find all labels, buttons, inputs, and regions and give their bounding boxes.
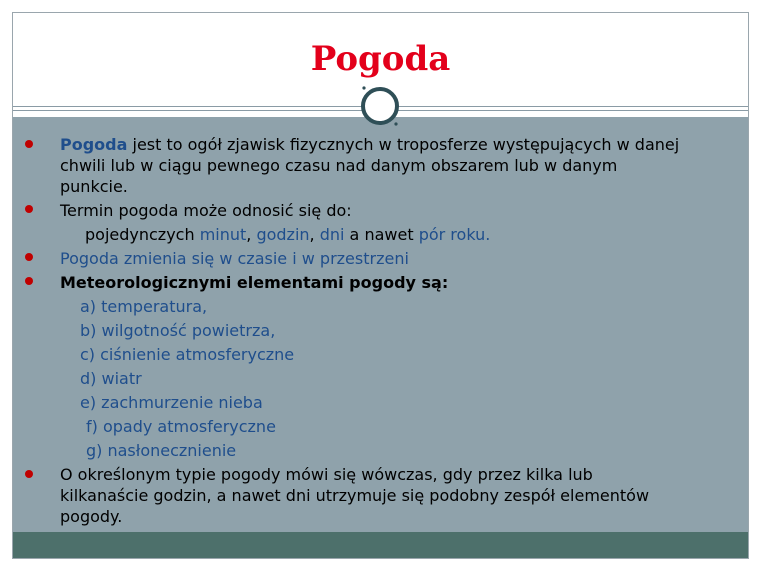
footer-bar (13, 532, 748, 558)
circle-ornament-icon (359, 85, 401, 127)
element-item: c) ciśnienie atmosferyczne (80, 345, 295, 364)
time-scales-mid: a nawet (344, 225, 419, 244)
bullet-icon (25, 253, 33, 261)
comma: , (309, 225, 320, 244)
definition-line-3: punkcie. (60, 177, 128, 196)
weather-type-line-3: pogody. (60, 507, 123, 526)
bullet-icon (25, 205, 33, 213)
term-pogoda: Pogoda (60, 135, 128, 154)
bullet-icon (25, 277, 33, 285)
element-item: d) wiatr (80, 369, 142, 388)
bullet-icon (25, 140, 33, 148)
time-scales-prefix: pojedynczych (85, 225, 200, 244)
word-por-roku: pór roku. (418, 225, 491, 244)
definition-text: jest to ogół zjawisk fizycznych w troposferze występujących w danej (127, 135, 680, 154)
slide-title: Pogoda (310, 39, 451, 79)
element-item: a) temperatura, (80, 297, 208, 316)
element-item: f) opady atmosferyczne (86, 417, 276, 436)
word-godzin: godzin (256, 225, 310, 244)
weather-type-line-1: O określonym typie pogody mówi się wówczas, gdy przez kilka lub (60, 465, 593, 484)
word-dni: dni (319, 225, 345, 244)
time-scales-line (85, 223, 490, 247)
bullet-icon (25, 470, 33, 478)
term-scope-line: Termin pogoda może odnosić się do: (60, 201, 352, 220)
definition-line-2: chwili lub w ciągu pewnego czasu nad danym obszarem lub w danym (60, 156, 618, 175)
element-item: b) wilgotność powietrza, (80, 321, 276, 340)
comma: , (246, 225, 257, 244)
element-item: e) zachmurzenie nieba (80, 393, 263, 412)
elements-heading: Meteorologicznymi elementami pogody są: (60, 273, 449, 292)
variability-line: Pogoda zmienia się w czasie i w przestrzeni (60, 249, 409, 268)
weather-type-line-2: kilkanaście godzin, a nawet dni utrzymuje się podobny zespół elementów (60, 486, 650, 505)
word-minut: minut (199, 225, 247, 244)
element-item: g) nasłonecznienie (86, 441, 237, 460)
